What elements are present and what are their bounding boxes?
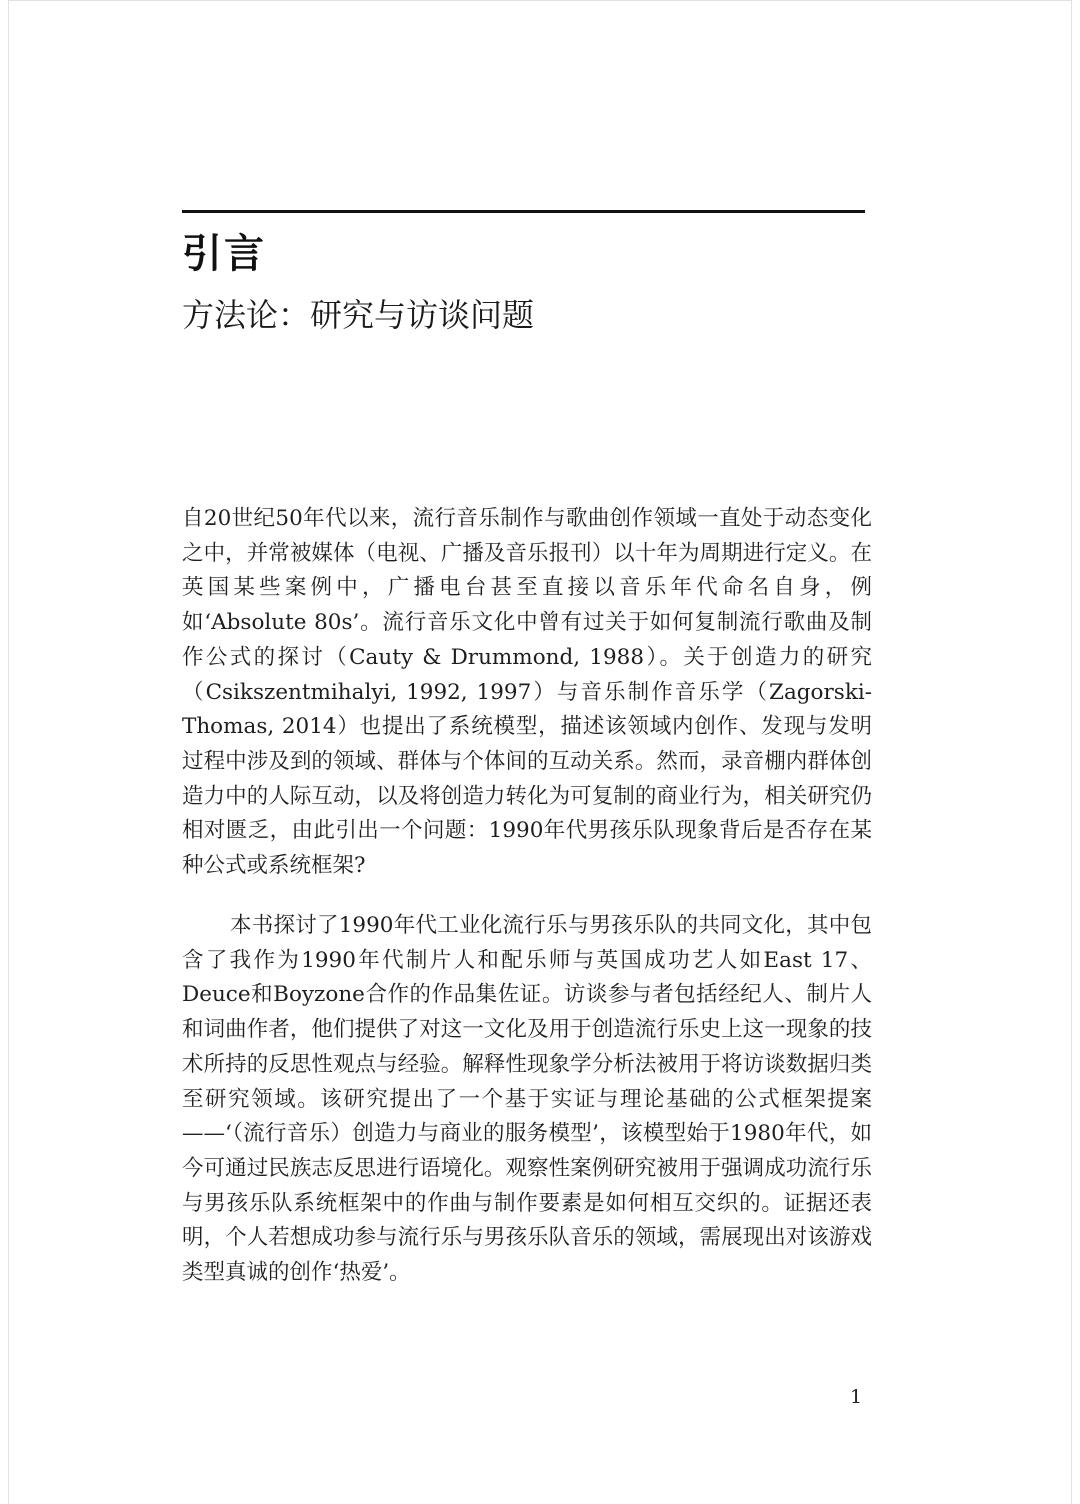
chapter-title: 引言 bbox=[182, 230, 266, 277]
section-title: 方法论：研究与访谈问题 bbox=[182, 296, 535, 334]
body-paragraph-1: 自20世纪50年代以来，流行音乐制作与歌曲创作领域一直处于动态变化之中，并常被媒体（电视、广播及音乐报刊）以十年为周期进行定义。在英国某些案例中，广播电台甚至直接以音乐年代命名自身，例如‘Absolute 80s’。流行音乐文化中曾有过关于如何复制流行歌曲及制作公式的探讨（Cauty & Drummond, 1988）。关于创造力的研究（Csikszentmihalyi, 1992, 1997）与音乐制作音乐学（Zagorski-Thomas, 2014）也提出了系统模型，描述该领域内创作、发现与发明过程中涉及到的领域、群体与个体间的互动关系。然而，录音棚内群体创造力中的人际互动，以及将创造力转化为可复制的商业行为，相关研究仍相对匮乏，由此引出一个问题：1990年代男孩乐队现象背后是否存在某种公式或系统框架? bbox=[182, 506, 872, 879]
chapter-rule bbox=[182, 210, 865, 213]
page-number: 1 bbox=[850, 1386, 863, 1408]
body-paragraph-2: 本书探讨了1990年代工业化流行乐与男孩乐队的共同文化，其中包含了我作为1990年代制片人和配乐师与英国成功艺人如East 17、Deuce和Boyzone合作的作品集佐证。访谈参与者包括经纪人、制片人和词曲作者，他们提供了对这一文化及用于创造流行乐史上这一现象的技术所持的反思性观点与经验。解释性现象学分析法被用于将访谈数据归类至研究领域。该研究提出了一个基于实证与理论基础的公式框架提案——‘（流行音乐）创造力与商业的服务模型’，该模型始于1980年代，如今可通过民族志反思进行语境化。观察性案例研究被用于强调成功流行乐与男孩乐队系统框架中的作曲与制作要素是如何相互交织的。证据还表明，个人若想成功参与流行乐与男孩乐队音乐的领域，需展现出对该游戏类型真诚的创作‘热爱’。 bbox=[182, 913, 872, 1286]
